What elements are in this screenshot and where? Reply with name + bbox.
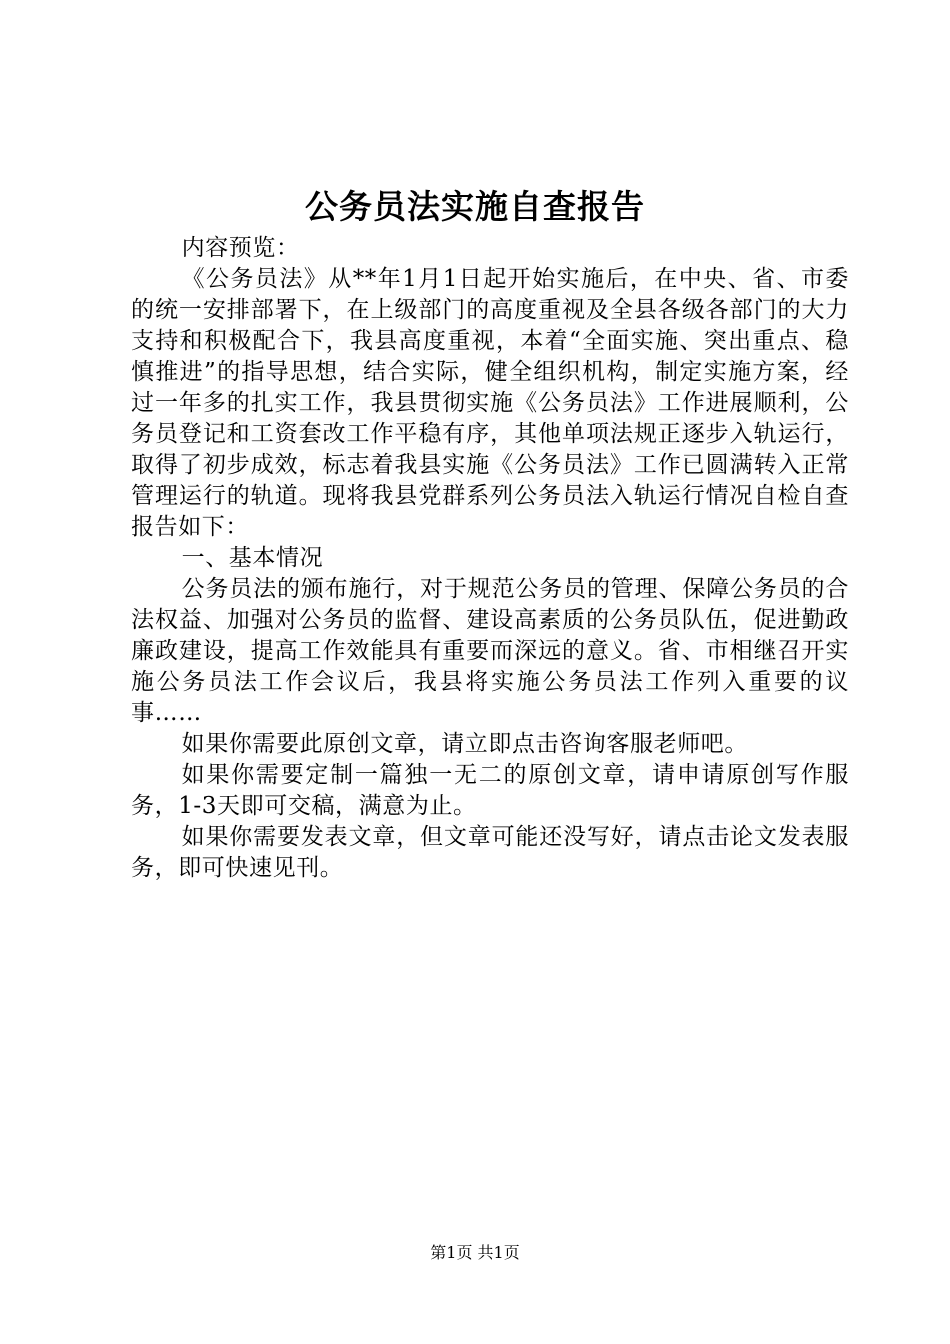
paragraph-basic-situation: 公务员法的颁布施行，对于规范公务员的管理、保障公务员的合法权益、加强对公务员的监督、建设高素质的公务员队伍，促进勤政廉政建设，提高工作效能具有重要而深远的意义。省、市相继召开实施公务员法工作会议后，我县将实施公务员法工作列入重要的议事…… — [131, 576, 849, 726]
paragraph-publish-service: 如果你需要发表文章，但文章可能还没写好，请点击论文发表服务，即可快速见刊。 — [131, 824, 849, 881]
paragraph-preview-label: 内容预览： — [181, 235, 300, 261]
section-heading-basic: 一、基本情况 — [181, 545, 324, 571]
document-body — [131, 233, 849, 884]
document-title: 公务员法实施自查报告 — [305, 187, 645, 226]
paragraph-consult-service: 如果你需要此原创文章，请立即点击咨询客服老师吧。 — [181, 731, 748, 757]
paragraph-intro: 《公务员法》从**年1月1日起开始实施后，在中央、省、市委的统一安排部署下，在上级部门的高度重视及全县各级各部门的大力支持和积极配合下，我县高度重视，本着“全面实施、突出重点、稳慎推进”的指导思想，结合实际，健全组织机构，制定实施方案，经过一年多的扎实工作，我县贯彻实施《公务员法》工作进展顺利，公务员登记和工资套改工作平稳有序，其他单项法规正逐步入轨运行，取得了初步成效，标志着我县实施《公务员法》工作已圆满转入正常管理运行的轨道。现将我县党群系列公务员法入轨运行情况自检自查报告如下： — [131, 266, 849, 540]
paragraph-custom-writing: 如果你需要定制一篇独一无二的原创文章，请申请原创写作服务，1-3天即可交稿，满意为止。 — [131, 762, 849, 819]
page-footer: 第1页 共1页 — [430, 1243, 520, 1262]
